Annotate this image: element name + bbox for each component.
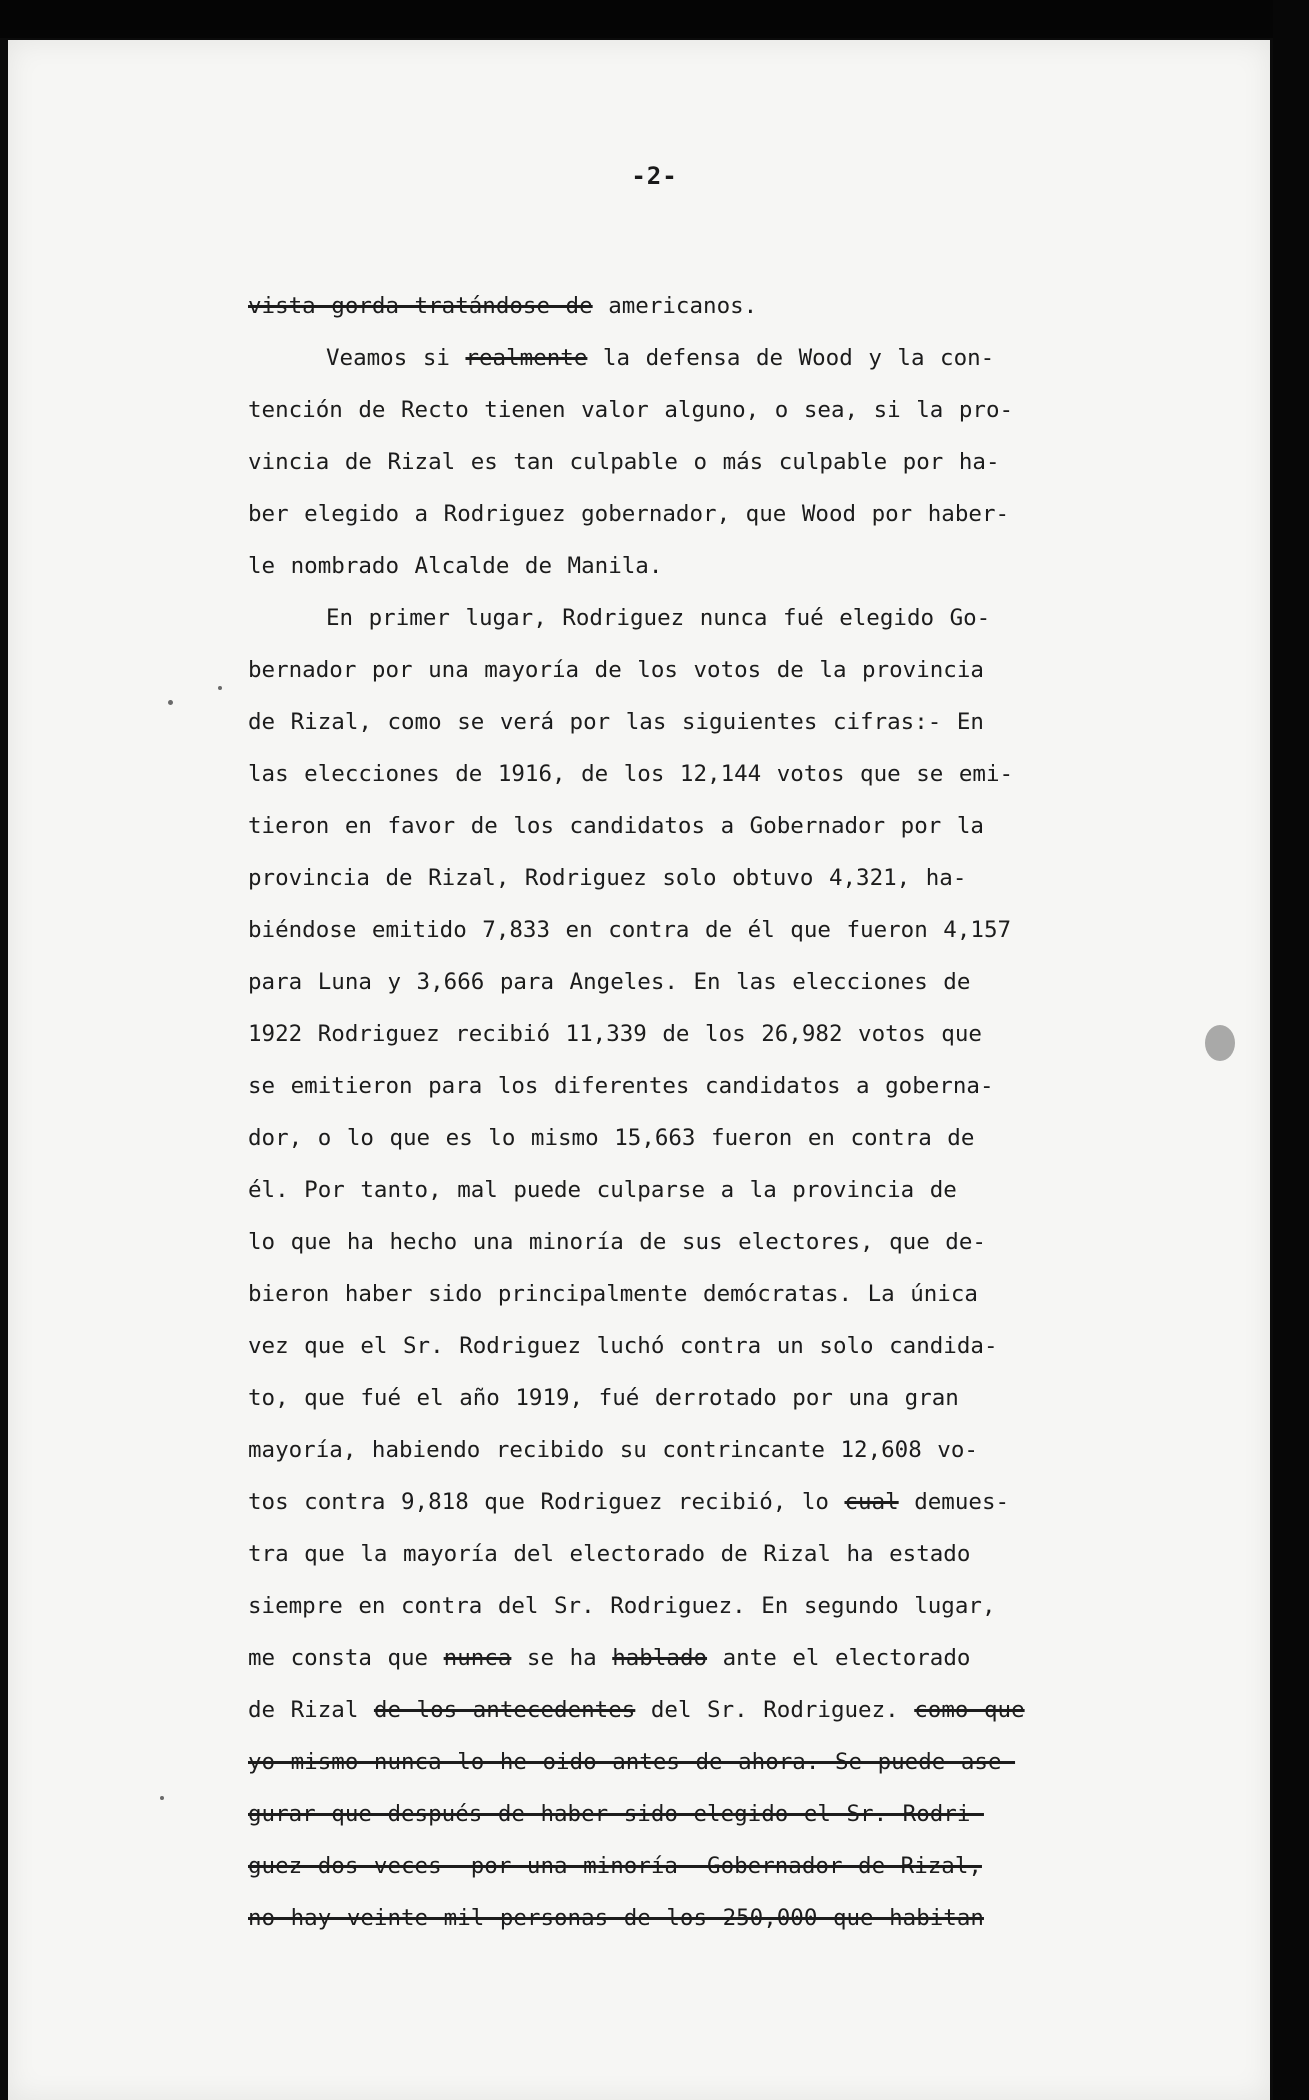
text-line xyxy=(248,1164,1108,1216)
text-segment: dor, o lo que es lo mismo 15,663 fueron en contra de xyxy=(248,1125,975,1151)
text-segment: tos contra 9,818 que Rodriguez recibió, lo xyxy=(248,1489,845,1515)
text-line xyxy=(248,1528,1108,1580)
text-line xyxy=(248,696,1108,748)
text-line xyxy=(248,1268,1108,1320)
text-segment: tención de Recto tienen valor alguno, o sea, si la pro- xyxy=(248,397,1014,423)
text-line xyxy=(248,1372,1108,1424)
text-segment: lo que ha hecho una minoría de sus electores, que de- xyxy=(248,1229,986,1255)
text-line xyxy=(248,488,1108,540)
text-line xyxy=(248,1424,1108,1476)
scan-border-right xyxy=(1273,0,1309,2100)
text-segment: provincia de Rizal, Rodriguez solo obtuvo 4,321, ha- xyxy=(248,865,967,891)
ink-dot xyxy=(218,686,222,690)
text-segment: demues- xyxy=(898,1489,1010,1515)
ink-smudge xyxy=(1205,1025,1235,1061)
struck-text: guez dos veces -por una minoría- Gobernador de Rizal, xyxy=(248,1853,982,1879)
text-segment: tieron en favor de los candidatos a Gobernador por la xyxy=(248,813,984,839)
struck-text: yo mismo nunca lo he oido antes de ahora. Se puede ase- xyxy=(248,1749,1016,1775)
text-segment: biéndose emitido 7,833 en contra de él que fueron 4,157 xyxy=(248,917,1012,943)
text-segment: ber elegido a Rodriguez gobernador, que Wood por haber- xyxy=(248,501,1010,527)
text-line xyxy=(248,1008,1108,1060)
text-line xyxy=(248,956,1108,1008)
text-segment: ante el electorado xyxy=(707,1645,971,1671)
text-line xyxy=(248,1840,1108,1892)
text-line xyxy=(248,904,1108,956)
text-line xyxy=(248,1320,1108,1372)
text-line xyxy=(248,1060,1108,1112)
text-line xyxy=(248,592,1108,644)
text-line xyxy=(248,436,1108,488)
text-line xyxy=(248,1216,1108,1268)
struck-text: nunca xyxy=(443,1645,512,1671)
text-segment: me consta que xyxy=(248,1645,444,1671)
text-segment: se emitieron para los diferentes candidatos a goberna- xyxy=(248,1073,994,1099)
text-line xyxy=(248,1580,1108,1632)
text-segment: le nombrado Alcalde de Manila. xyxy=(248,553,663,579)
text-segment: la defensa de Wood y la con- xyxy=(587,345,995,371)
text-line xyxy=(248,1632,1108,1684)
text-line xyxy=(248,1788,1108,1840)
struck-text: como que xyxy=(914,1697,1025,1723)
text-line xyxy=(248,1736,1108,1788)
text-segment: se ha xyxy=(511,1645,613,1671)
text-line xyxy=(248,644,1108,696)
text-segment: Veamos si xyxy=(326,345,466,371)
ink-dot xyxy=(160,1796,164,1800)
text-segment: para Luna y 3,666 para Angeles. En las elecciones de xyxy=(248,969,971,995)
text-segment: las elecciones de 1916, de los 12,144 votos que se emi- xyxy=(248,761,1014,787)
text-line xyxy=(248,852,1108,904)
text-line xyxy=(248,748,1108,800)
text-line xyxy=(248,1112,1108,1164)
text-segment: vez que el Sr. Rodriguez luchó contra un solo candida- xyxy=(248,1333,998,1359)
text-segment: bernador por una mayoría de los votos de la provincia xyxy=(248,657,984,683)
text-line xyxy=(248,1476,1108,1528)
text-segment: to, que fué el año 1919, fué derrotado por una gran xyxy=(248,1385,959,1411)
text-line xyxy=(248,332,1108,384)
text-segment: bieron haber sido principalmente demócratas. La única xyxy=(248,1281,978,1307)
struck-text: de los antecedentes xyxy=(373,1697,636,1723)
text-segment: él. Por tanto, mal puede culparse a la provincia de xyxy=(248,1177,957,1203)
struck-text: realmente xyxy=(465,345,588,371)
page-number: -2- xyxy=(631,162,678,190)
ink-dot xyxy=(168,700,173,705)
struck-text: hablado xyxy=(612,1645,708,1671)
text-line xyxy=(248,280,1108,332)
text-segment: del Sr. Rodriguez. xyxy=(635,1697,915,1723)
text-segment: americanos. xyxy=(592,293,758,319)
text-segment: siempre en contra del Sr. Rodriguez. En segundo lugar, xyxy=(248,1593,996,1619)
text-line xyxy=(248,384,1108,436)
struck-text: gurar que después de haber sido elegido el Sr. Rodri- xyxy=(248,1801,984,1827)
document-body xyxy=(248,280,1108,1944)
struck-text: vista gorda tratándose de xyxy=(248,293,593,319)
struck-text: no hay veinte mil personas de los 250,000 que habitan xyxy=(248,1905,984,1931)
text-line xyxy=(248,1892,1108,1944)
text-line xyxy=(248,540,1108,592)
text-segment: tra que la mayoría del electorado de Rizal ha estado xyxy=(248,1541,971,1567)
text-segment: mayoría, habiendo recibido su contrincante 12,608 vo- xyxy=(248,1437,978,1463)
text-segment: de Rizal xyxy=(248,1697,374,1723)
text-segment: En primer lugar, Rodriguez nunca fué elegido Go- xyxy=(326,605,991,631)
text-segment: 1922 Rodriguez recibió 11,339 de los 26,982 votos que xyxy=(248,1021,982,1047)
text-line xyxy=(248,1684,1108,1736)
scan-border-top xyxy=(0,0,1309,38)
text-line xyxy=(248,800,1108,852)
text-segment: vincia de Rizal es tan culpable o más culpable por ha- xyxy=(248,449,1000,475)
struck-text: cual xyxy=(844,1489,899,1515)
text-segment: de Rizal, como se verá por las siguientes cifras:- En xyxy=(248,709,984,735)
